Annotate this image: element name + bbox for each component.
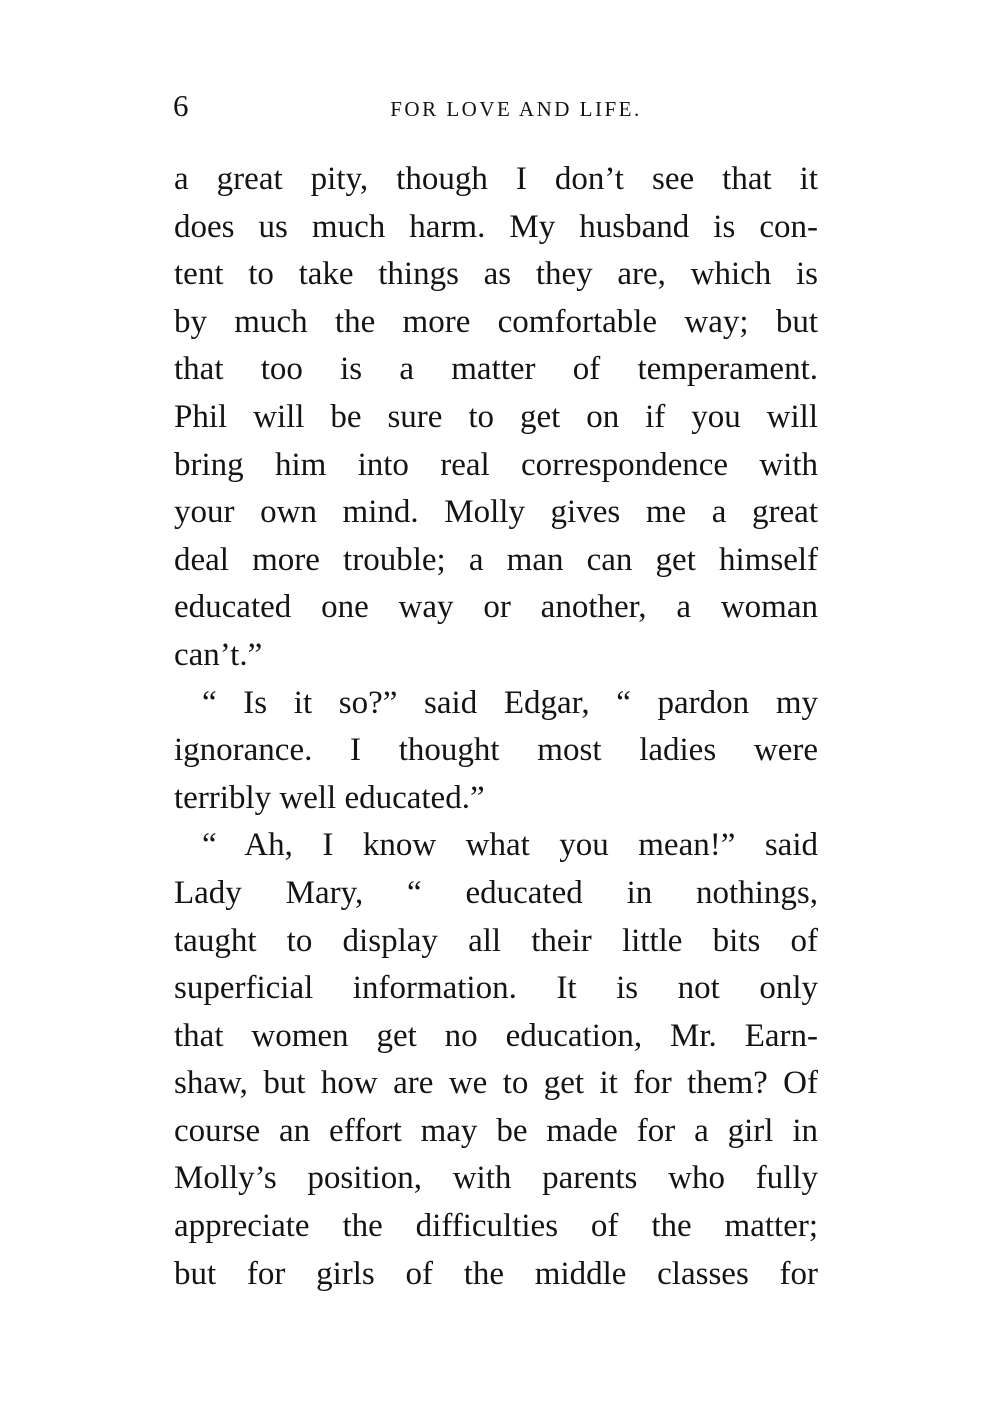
text-line: by much the more comfortable way; but xyxy=(174,303,818,340)
text-line: Phil will be sure to get on if you will xyxy=(174,398,818,435)
text-line: deal more trouble; a man can get himself xyxy=(174,541,818,578)
text-line: appreciate the difficulties of the matter; xyxy=(174,1208,818,1245)
text-line: superficial information. It is not only xyxy=(174,970,818,1007)
text-line: shaw, but how are we to get it for them? Of xyxy=(174,1065,818,1102)
text-line: Lady Mary, “ educated in nothings, xyxy=(174,874,818,911)
body-text xyxy=(174,156,818,1298)
page-number: 6 xyxy=(173,88,189,123)
text-line: terribly well educated.” xyxy=(174,779,485,816)
text-line: tent to take things as they are, which is xyxy=(174,256,818,293)
text-line: educated one way or another, a woman xyxy=(174,589,818,626)
text-line: can’t.” xyxy=(174,636,263,673)
page-header xyxy=(173,84,819,128)
text-line: ignorance. I thought most ladies were xyxy=(174,732,818,769)
text-line: bring him into real correspondence with xyxy=(174,446,818,483)
running-title: FOR LOVE AND LIFE. xyxy=(390,97,642,121)
text-line: your own mind. Molly gives me a great xyxy=(174,494,818,531)
text-line: but for girls of the middle classes for xyxy=(174,1255,818,1292)
text-line: that women get no education, Mr. Earn- xyxy=(174,1017,818,1054)
text-line: a great pity, though I don’t see that it xyxy=(174,161,818,197)
text-line: “ Ah, I know what you mean!” said xyxy=(202,827,818,864)
text-line: taught to display all their little bits of xyxy=(174,922,818,959)
text-line: course an effort may be made for a girl in xyxy=(174,1112,818,1149)
text-line: “ Is it so?” said Edgar, “ pardon my xyxy=(202,684,818,721)
text-line: that too is a matter of temperament. xyxy=(174,351,818,388)
text-line: Molly’s position, with parents who fully xyxy=(174,1160,818,1197)
text-line: does us much harm. My husband is con- xyxy=(174,208,818,245)
